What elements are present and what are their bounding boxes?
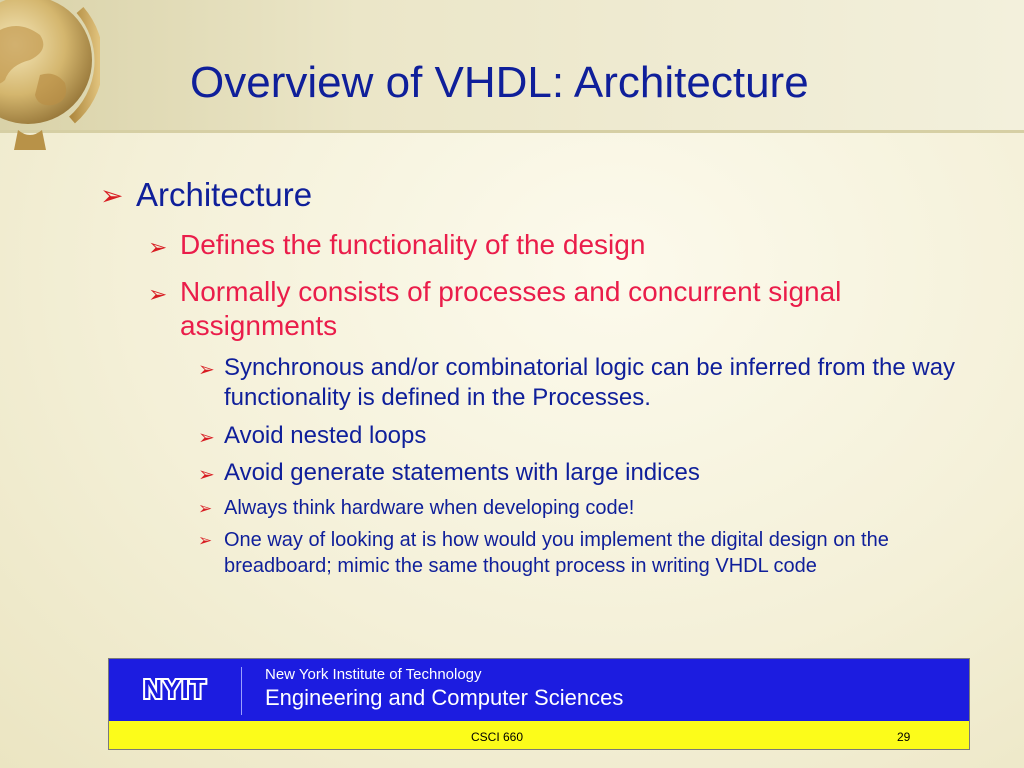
footer-banner <box>108 658 970 750</box>
nyit-logo <box>109 659 241 721</box>
bullet-level3: ➢ Avoid nested loops <box>198 421 998 451</box>
department-name: Engineering and Computer Sciences <box>265 685 624 710</box>
arrow-bullet-icon: ➢ <box>198 499 213 518</box>
bullet-level3: ➢ One way of looking at is how would you implement the digital design on the breadboard; mimic the same thought process in writing VHDL code <box>198 529 889 577</box>
footer-blue-band <box>109 659 969 721</box>
bullet-level3: ➢ Synchronous and/or combinatorial logic can be inferred from the way functionality is defined in the Processes. <box>198 354 956 411</box>
arrow-bullet-icon: ➢ <box>148 281 168 307</box>
bullet-level2: ➢ Defines the functionality of the design <box>148 228 998 262</box>
footer-yellow-band <box>109 721 969 749</box>
bullet-level3: ➢ Avoid generate statements with large indices <box>198 458 998 488</box>
arrow-bullet-icon: ➢ <box>198 359 215 381</box>
bullet-level3: ➢ Always think hardware when developing code! <box>198 495 998 521</box>
slide: Overview of VHDL: Architecture ➢ Architecture ➢ Defines the functionality of the design ➢ Normally consists of processes and concurrent signal assignments ➢ Synchronous and/or combinatorial logic can be inferred from the way functionality is defined in the Processes. ➢ Avoid nested loops ➢ Avoid generate statements with large indices ➢ Always think hardware when developing code! ➢ One way of looking at is how would you implement the digital design on the breadboard; mimic the same thought process in writing VHDL code NYIT New York Institute of Technology Engineering and Computer Sciences CSCI 660 29 <box>0 0 1024 768</box>
arrow-bullet-icon: ➢ <box>198 427 215 449</box>
title-divider <box>0 130 1024 133</box>
page-title: Overview of VHDL: Architecture <box>190 58 809 107</box>
logo-divider <box>241 667 242 715</box>
institution-name: New York Institute of Technology <box>265 666 482 683</box>
arrow-bullet-icon: ➢ <box>100 180 124 211</box>
globe-icon <box>0 0 100 160</box>
svg-text:NYIT: NYIT <box>143 674 207 704</box>
slide-number: 29 <box>897 730 911 744</box>
arrow-bullet-icon: ➢ <box>198 464 215 486</box>
arrow-bullet-icon: ➢ <box>148 234 168 260</box>
bullet-level2: ➢ Normally consists of processes and concurrent signal assignments <box>148 276 842 341</box>
course-code: CSCI 660 <box>471 730 524 744</box>
arrow-bullet-icon: ➢ <box>198 531 213 550</box>
